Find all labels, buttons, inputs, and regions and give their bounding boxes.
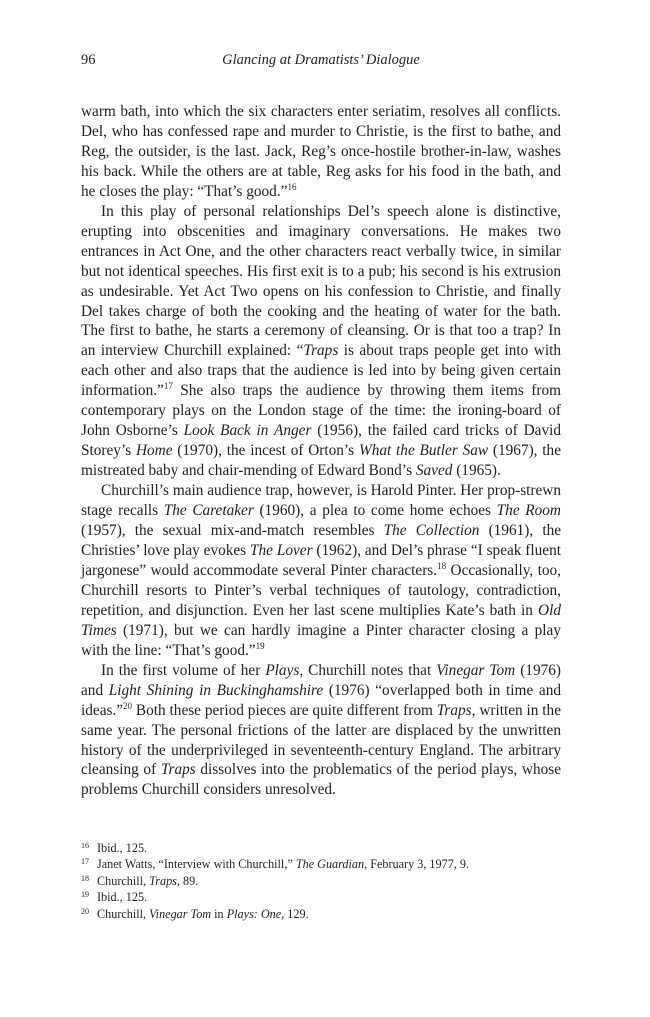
- italic-text: Saved: [415, 462, 453, 480]
- italic-text: What the Butler Saw: [358, 442, 489, 460]
- text-run: (1962), and Del’s phrase “I speak fluent jargonese” would accommodate several Pinter characters.: [81, 541, 561, 579]
- text-run: , 89.: [176, 873, 199, 888]
- body-text: [81, 102, 561, 800]
- text-run: Churchill,: [97, 906, 150, 921]
- text-run: (1965).: [452, 462, 501, 480]
- footnote: 19 Ibid., 125.: [81, 890, 148, 905]
- italic-text: The Room: [496, 502, 561, 520]
- footnote-reference: 20: [123, 700, 133, 711]
- italic-text: Traps: [436, 701, 472, 719]
- footnote-reference: 19: [255, 640, 265, 651]
- text-run: In this play of personal relationships Del’s speech alone is distinctive, erupting into obscenities and imaginary conversations. He makes two entrances in Act One, and the other characters react verbally twice, in similar but not identical speeches. His first exit is to a pub; his second is his extrusion as undesirable. Yet Act Two opens on his confession to Christie, and finally Del takes charge of both the cooking and the heating of water for the bath. The first to bathe, he starts a ceremony of cleansing. Or is that too a trap? In an interview Churchill explained: “: [81, 202, 561, 360]
- footnote-reference: 18: [437, 560, 447, 571]
- italic-text: The Guardian: [295, 857, 365, 872]
- running-head: Glancing at Dramatists’ Dialogue: [222, 52, 420, 68]
- italic-text: Vinegar Tom: [149, 906, 212, 921]
- text-run: (1967), the mistreated baby and chair-mending of Edward Bond’s: [81, 442, 561, 480]
- text-run: , 129.: [281, 906, 309, 921]
- text-run: Janet Watts, “Interview with Churchill,”: [97, 857, 296, 872]
- italic-text: Traps: [303, 342, 339, 360]
- paragraph: [81, 661, 561, 801]
- italic-text: The Lover: [250, 541, 313, 559]
- paragraph: [81, 202, 561, 481]
- text-run: Churchill’s main audience trap, however, is Harold Pinter. Her prop-strewn stage recalls: [81, 482, 561, 520]
- text-run: Churchill,: [97, 873, 150, 888]
- text-run: is about traps people get into with each other and also traps that the audience is led into by being given certain information.”: [81, 342, 561, 400]
- italic-text: Traps: [160, 761, 196, 779]
- text-run: (1961), the Christies’ love play evokes: [81, 522, 562, 559]
- page-number: 96: [81, 52, 96, 68]
- text-run: Ibid., 125.: [97, 841, 148, 855]
- text-run: (1960), a plea to come home echoes: [253, 502, 497, 520]
- text-run: , February 3, 1977, 9.: [364, 857, 470, 872]
- italic-text: Home: [135, 442, 173, 460]
- text-run: (1957), the sexual mix-and-match resembles: [81, 522, 384, 540]
- italic-text: Plays: [265, 661, 300, 679]
- italic-text: The Caretaker: [163, 502, 254, 520]
- page-header: [81, 52, 561, 72]
- paragraph: [81, 102, 561, 202]
- text-run: , Churchill notes that: [299, 661, 437, 679]
- footnote: 18 Churchill, Traps, 89.: [81, 873, 199, 888]
- text-run: (1971), but we can hardly imagine a Pinter character closing a play with the line: “That’s good.”: [81, 621, 561, 659]
- text-run: in: [211, 906, 227, 921]
- text-run: dissolves into the problematics of the period plays, whose problems Churchill considers unresolved.: [81, 761, 561, 799]
- footnote: 17 Janet Watts, “Interview with Churchill,” The Guardian, February 3, 1977, 9.: [81, 857, 470, 872]
- text-run: Ibid., 125.: [97, 890, 148, 905]
- italic-text: Look Back in Anger: [183, 422, 312, 440]
- footnote: 16 Ibid., 125.: [81, 841, 148, 855]
- italic-text: Traps: [149, 873, 177, 888]
- italic-text: Vinegar Tom: [436, 661, 516, 679]
- text-run: Both these period pieces are quite different from: [132, 701, 437, 719]
- text-run: warm bath, into which the six characters enter seriatim, resolves all conflicts. Del, who has confessed rape and murder to Christie, is the first to bathe, and Reg, the outsider, is the last. Jack, Reg’s once-hostile brother-in-law, washes his back. While the others are at table, Reg asks for his food in the bath, and he closes the play: “That’s good.”: [81, 103, 561, 200]
- text-run: (1970), the incest of Orton’s: [172, 442, 359, 460]
- text-run: , written in the same year. The personal frictions of the latter are displaced by the unwritten history of the underprivileged in seventeenth-century England. The arbitrary cleansing of: [81, 701, 561, 779]
- text-run: (1956), the failed card tricks of David Storey’s: [81, 422, 561, 460]
- footnotes: [81, 840, 561, 922]
- text-run: (1976) “overlapped both in time and ideas.”: [81, 681, 561, 719]
- text-run: Occasionally, too, Churchill resorts to Pinter’s verbal techniques of tautology, contradiction, repetition, and disjunction. Even her last scene multiplies Kate’s bath in: [81, 561, 561, 619]
- text-run: (1976) and: [81, 661, 561, 699]
- text-run: In the first volume of her: [101, 661, 266, 679]
- paragraph: [81, 481, 561, 661]
- italic-text: The Collection: [383, 522, 480, 540]
- footnote-reference: 16: [287, 181, 297, 192]
- italic-text: Light Shining in Buckinghamshire: [108, 681, 324, 699]
- italic-text: Old Times: [81, 601, 561, 639]
- italic-text: Plays: One: [226, 906, 282, 921]
- text-run: She also traps the audience by throwing them items from contemporary plays on the London stage of the time: the ironing-board of John Osborne’s: [81, 382, 561, 440]
- footnote-reference: 17: [163, 381, 173, 392]
- footnote: 20 Churchill, Vinegar Tom in Plays: One, 129.: [81, 906, 309, 921]
